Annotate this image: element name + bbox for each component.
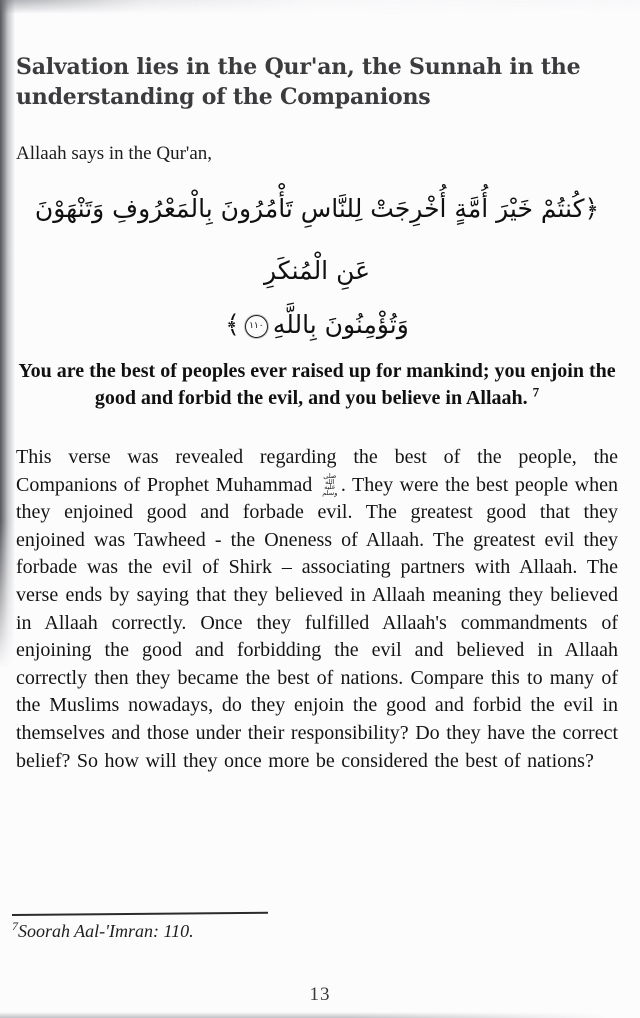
body-paragraph <box>16 444 618 775</box>
verse-translation <box>18 358 616 412</box>
page-title: Salvation lies in the Qur'an, the Sunnah in the understanding of the Companions <box>16 54 581 110</box>
quran-verse-arabic <box>16 178 618 348</box>
arabic-verse-line-2 <box>16 302 618 348</box>
footnote-text <box>12 920 612 943</box>
ornate-close-bracket: ﴾ <box>225 310 240 339</box>
footnote-divider <box>12 912 268 916</box>
footnote-reference: 7 <box>532 384 540 400</box>
footnote-citation: Soorah Aal-'Imran: 110. <box>18 921 194 941</box>
footnote-section <box>12 914 612 943</box>
footnote-marker: 7 <box>12 919 18 933</box>
page-number: 13 <box>309 984 331 1005</box>
page-content <box>0 52 640 775</box>
arabic-verse-line-2-text: وَتُؤْمِنُونَ بِاللَّهِ <box>272 310 409 339</box>
ayah-number: ١١٠ <box>249 320 264 331</box>
scan-shadow-top <box>0 0 640 14</box>
salawat-calligraphy: صلى الله عليه وسلم <box>322 472 338 497</box>
body-text-part-1: This verse was revealed regarding the best of the people, the Companions of Prophet Muhammad <box>16 446 618 496</box>
ayah-number-ornament <box>245 315 268 338</box>
intro-line: Allaah says in the Qur'an, <box>16 143 213 164</box>
arabic-verse-line-1: ﴿كُنتُمْ خَيْرَ أُمَّةٍ أُخْرِجَتْ لِلنَّاسِ تَأْمُرُونَ بِالْمَعْرُوفِ وَتَنْهَوْنَ عَنِ الْمُنكَرِ <box>34 194 600 285</box>
scan-shadow-bottom <box>0 1012 640 1018</box>
verse-translation-text: You are the best of peoples ever raised up for mankind; you enjoin the good and forbid the evil, and you believe in Allaah. <box>18 360 616 409</box>
body-text-part-2: . They were the best people when they enjoined good and forbade evil. The greatest good that they enjoined was Tawheed - the Oneness of Allaah. The greatest evil they forbade was the evil of Shirk – associating partners with Allaah. The verse ends by saying that they believed in Allaah meaning they believed in Allaah correctly. Once they fulfilled Allaah's commandments of enjoining the good and forbidding the evil and believed in Allaah correctly then they became the best of nations. Compare this to many of the Muslims nowadays, do they enjoin the good and forbid the evil in themselves and those under their responsibility? Do they have the correct belief? So how will they once more be considered the best of nations? <box>16 473 619 772</box>
